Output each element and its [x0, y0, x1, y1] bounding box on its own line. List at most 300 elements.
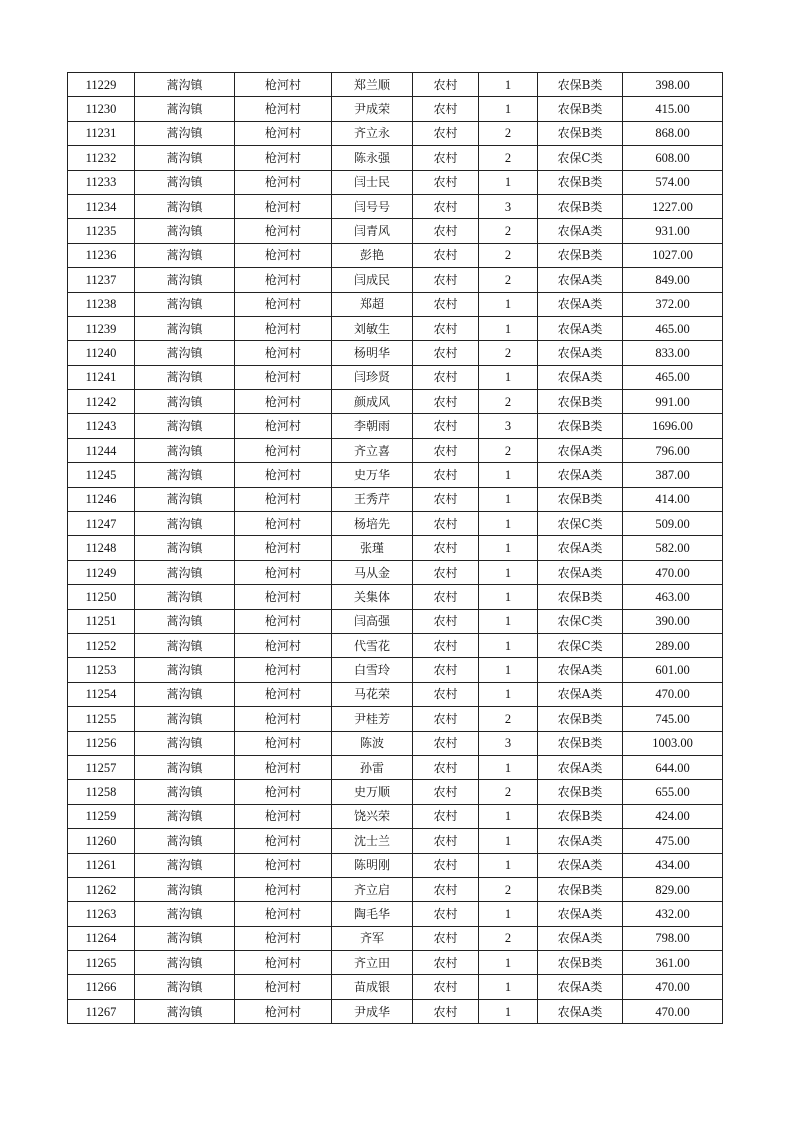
cell-insurance-category: 农保A类: [538, 316, 623, 340]
cell-amount: 465.00: [623, 365, 723, 389]
cell-village: 枪河村: [235, 121, 332, 145]
cell-row-number: 11248: [68, 536, 135, 560]
cell-insurance-category: 农保C类: [538, 633, 623, 657]
cell-area-type: 农村: [413, 390, 479, 414]
cell-town: 蒿沟镇: [135, 243, 235, 267]
cell-insurance-category: 农保A类: [538, 755, 623, 779]
cell-town: 蒿沟镇: [135, 268, 235, 292]
cell-name: 杨培先: [332, 512, 413, 536]
cell-amount: 434.00: [623, 853, 723, 877]
cell-row-number: 11230: [68, 97, 135, 121]
cell-row-number: 11263: [68, 902, 135, 926]
cell-insurance-category: 农保A类: [538, 658, 623, 682]
cell-area-type: 农村: [413, 341, 479, 365]
cell-household-size: 3: [479, 414, 538, 438]
table-row: [68, 316, 723, 340]
table-row: [68, 268, 723, 292]
cell-row-number: 11257: [68, 755, 135, 779]
table-row: [68, 292, 723, 316]
cell-name: 闫珍贤: [332, 365, 413, 389]
cell-amount: 931.00: [623, 219, 723, 243]
cell-household-size: 1: [479, 585, 538, 609]
cell-area-type: 农村: [413, 365, 479, 389]
cell-insurance-category: 农保A类: [538, 926, 623, 950]
cell-insurance-category: 农保B类: [538, 390, 623, 414]
cell-village: 枪河村: [235, 463, 332, 487]
table-row: [68, 609, 723, 633]
cell-area-type: 农村: [413, 804, 479, 828]
cell-insurance-category: 农保B类: [538, 487, 623, 511]
cell-town: 蒿沟镇: [135, 658, 235, 682]
cell-name: 张瑾: [332, 536, 413, 560]
cell-town: 蒿沟镇: [135, 609, 235, 633]
cell-row-number: 11260: [68, 829, 135, 853]
cell-household-size: 2: [479, 780, 538, 804]
cell-row-number: 11259: [68, 804, 135, 828]
cell-household-size: 2: [479, 341, 538, 365]
cell-name: 饶兴荣: [332, 804, 413, 828]
cell-town: 蒿沟镇: [135, 170, 235, 194]
cell-amount: 470.00: [623, 999, 723, 1023]
cell-name: 陈波: [332, 731, 413, 755]
cell-name: 孙雷: [332, 755, 413, 779]
cell-town: 蒿沟镇: [135, 780, 235, 804]
cell-town: 蒿沟镇: [135, 414, 235, 438]
cell-row-number: 11261: [68, 853, 135, 877]
cell-town: 蒿沟镇: [135, 512, 235, 536]
cell-name: 尹桂芳: [332, 707, 413, 731]
cell-row-number: 11238: [68, 292, 135, 316]
cell-amount: 601.00: [623, 658, 723, 682]
cell-household-size: 1: [479, 853, 538, 877]
cell-name: 郑超: [332, 292, 413, 316]
cell-area-type: 农村: [413, 121, 479, 145]
cell-village: 枪河村: [235, 414, 332, 438]
cell-area-type: 农村: [413, 877, 479, 901]
cell-amount: 424.00: [623, 804, 723, 828]
cell-village: 枪河村: [235, 585, 332, 609]
cell-row-number: 11242: [68, 390, 135, 414]
table-row: [68, 804, 723, 828]
cell-village: 枪河村: [235, 902, 332, 926]
cell-row-number: 11241: [68, 365, 135, 389]
cell-insurance-category: 农保B类: [538, 121, 623, 145]
cell-amount: 1027.00: [623, 243, 723, 267]
cell-village: 枪河村: [235, 170, 332, 194]
cell-household-size: 1: [479, 999, 538, 1023]
cell-household-size: 1: [479, 755, 538, 779]
cell-name: 陈永强: [332, 146, 413, 170]
cell-town: 蒿沟镇: [135, 341, 235, 365]
cell-amount: 465.00: [623, 316, 723, 340]
cell-name: 陶毛华: [332, 902, 413, 926]
cell-amount: 390.00: [623, 609, 723, 633]
cell-row-number: 11233: [68, 170, 135, 194]
cell-insurance-category: 农保A类: [538, 268, 623, 292]
cell-row-number: 11250: [68, 585, 135, 609]
cell-name: 代雪花: [332, 633, 413, 657]
cell-insurance-category: 农保B类: [538, 73, 623, 97]
cell-row-number: 11249: [68, 560, 135, 584]
cell-name: 陈明刚: [332, 853, 413, 877]
table-row: [68, 194, 723, 218]
cell-name: 齐立喜: [332, 438, 413, 462]
cell-town: 蒿沟镇: [135, 731, 235, 755]
cell-row-number: 11252: [68, 633, 135, 657]
cell-area-type: 农村: [413, 999, 479, 1023]
table-row: [68, 658, 723, 682]
cell-household-size: 1: [479, 829, 538, 853]
cell-amount: 432.00: [623, 902, 723, 926]
cell-name: 齐立田: [332, 951, 413, 975]
table-row: [68, 731, 723, 755]
cell-name: 颜成风: [332, 390, 413, 414]
cell-town: 蒿沟镇: [135, 853, 235, 877]
cell-village: 枪河村: [235, 487, 332, 511]
cell-insurance-category: 农保A类: [538, 902, 623, 926]
cell-household-size: 1: [479, 73, 538, 97]
cell-insurance-category: 农保B类: [538, 804, 623, 828]
cell-household-size: 1: [479, 609, 538, 633]
cell-area-type: 农村: [413, 219, 479, 243]
cell-village: 枪河村: [235, 390, 332, 414]
cell-household-size: 2: [479, 926, 538, 950]
cell-area-type: 农村: [413, 536, 479, 560]
cell-village: 枪河村: [235, 316, 332, 340]
cell-village: 枪河村: [235, 219, 332, 243]
cell-town: 蒿沟镇: [135, 487, 235, 511]
cell-insurance-category: 农保C类: [538, 609, 623, 633]
cell-village: 枪河村: [235, 877, 332, 901]
cell-household-size: 1: [479, 463, 538, 487]
cell-town: 蒿沟镇: [135, 365, 235, 389]
cell-row-number: 11232: [68, 146, 135, 170]
cell-area-type: 农村: [413, 658, 479, 682]
cell-name: 刘敏生: [332, 316, 413, 340]
cell-town: 蒿沟镇: [135, 121, 235, 145]
cell-household-size: 1: [479, 365, 538, 389]
cell-household-size: 3: [479, 731, 538, 755]
cell-insurance-category: 农保A类: [538, 219, 623, 243]
cell-row-number: 11256: [68, 731, 135, 755]
cell-amount: 574.00: [623, 170, 723, 194]
cell-village: 枪河村: [235, 755, 332, 779]
cell-household-size: 1: [479, 512, 538, 536]
cell-area-type: 农村: [413, 585, 479, 609]
cell-amount: 991.00: [623, 390, 723, 414]
cell-village: 枪河村: [235, 194, 332, 218]
table-row: [68, 585, 723, 609]
cell-amount: 372.00: [623, 292, 723, 316]
cell-row-number: 11267: [68, 999, 135, 1023]
cell-area-type: 农村: [413, 146, 479, 170]
cell-area-type: 农村: [413, 268, 479, 292]
cell-household-size: 2: [479, 707, 538, 731]
cell-town: 蒿沟镇: [135, 194, 235, 218]
cell-insurance-category: 农保A类: [538, 365, 623, 389]
cell-household-size: 1: [479, 804, 538, 828]
cell-household-size: 1: [479, 682, 538, 706]
cell-town: 蒿沟镇: [135, 585, 235, 609]
cell-insurance-category: 农保B类: [538, 877, 623, 901]
cell-name: 王秀芹: [332, 487, 413, 511]
cell-row-number: 11258: [68, 780, 135, 804]
table-row: [68, 755, 723, 779]
table-row: [68, 902, 723, 926]
cell-area-type: 农村: [413, 463, 479, 487]
table-row: [68, 121, 723, 145]
table-row: [68, 97, 723, 121]
cell-area-type: 农村: [413, 292, 479, 316]
table-row: [68, 365, 723, 389]
cell-village: 枪河村: [235, 292, 332, 316]
cell-row-number: 11254: [68, 682, 135, 706]
cell-row-number: 11244: [68, 438, 135, 462]
cell-town: 蒿沟镇: [135, 755, 235, 779]
table-row: [68, 975, 723, 999]
cell-insurance-category: 农保B类: [538, 585, 623, 609]
table-row: [68, 73, 723, 97]
cell-village: 枪河村: [235, 243, 332, 267]
table-row: [68, 146, 723, 170]
cell-household-size: 2: [479, 243, 538, 267]
cell-village: 枪河村: [235, 633, 332, 657]
cell-row-number: 11237: [68, 268, 135, 292]
cell-amount: 849.00: [623, 268, 723, 292]
cell-household-size: 1: [479, 975, 538, 999]
cell-village: 枪河村: [235, 438, 332, 462]
cell-village: 枪河村: [235, 97, 332, 121]
cell-row-number: 11247: [68, 512, 135, 536]
cell-amount: 745.00: [623, 707, 723, 731]
cell-amount: 414.00: [623, 487, 723, 511]
cell-row-number: 11265: [68, 951, 135, 975]
cell-name: 尹成荣: [332, 97, 413, 121]
cell-name: 闫高强: [332, 609, 413, 633]
cell-amount: 655.00: [623, 780, 723, 804]
table-row: [68, 390, 723, 414]
cell-town: 蒿沟镇: [135, 829, 235, 853]
cell-row-number: 11243: [68, 414, 135, 438]
cell-area-type: 农村: [413, 853, 479, 877]
cell-row-number: 11229: [68, 73, 135, 97]
cell-town: 蒿沟镇: [135, 73, 235, 97]
cell-area-type: 农村: [413, 194, 479, 218]
cell-row-number: 11239: [68, 316, 135, 340]
cell-town: 蒿沟镇: [135, 999, 235, 1023]
cell-household-size: 2: [479, 121, 538, 145]
cell-amount: 289.00: [623, 633, 723, 657]
table-row: [68, 341, 723, 365]
cell-amount: 361.00: [623, 951, 723, 975]
cell-household-size: 1: [479, 487, 538, 511]
cell-household-size: 3: [479, 194, 538, 218]
cell-area-type: 农村: [413, 926, 479, 950]
table-row: [68, 438, 723, 462]
table-row: [68, 999, 723, 1023]
cell-area-type: 农村: [413, 609, 479, 633]
cell-town: 蒿沟镇: [135, 438, 235, 462]
table-row: [68, 512, 723, 536]
cell-town: 蒿沟镇: [135, 219, 235, 243]
cell-amount: 833.00: [623, 341, 723, 365]
cell-village: 枪河村: [235, 536, 332, 560]
cell-insurance-category: 农保A类: [538, 536, 623, 560]
cell-household-size: 2: [479, 146, 538, 170]
cell-amount: 1227.00: [623, 194, 723, 218]
cell-name: 齐立永: [332, 121, 413, 145]
cell-area-type: 农村: [413, 438, 479, 462]
table-row: [68, 829, 723, 853]
table-row: [68, 560, 723, 584]
cell-village: 枪河村: [235, 951, 332, 975]
cell-name: 苗成银: [332, 975, 413, 999]
cell-household-size: 1: [479, 633, 538, 657]
cell-row-number: 11262: [68, 877, 135, 901]
cell-village: 枪河村: [235, 682, 332, 706]
table-row: [68, 926, 723, 950]
cell-insurance-category: 农保C类: [538, 146, 623, 170]
cell-amount: 644.00: [623, 755, 723, 779]
table-row: [68, 780, 723, 804]
cell-row-number: 11245: [68, 463, 135, 487]
cell-name: 尹成华: [332, 999, 413, 1023]
cell-area-type: 农村: [413, 731, 479, 755]
cell-row-number: 11231: [68, 121, 135, 145]
table-row: [68, 487, 723, 511]
cell-village: 枪河村: [235, 365, 332, 389]
cell-name: 史万顺: [332, 780, 413, 804]
cell-insurance-category: 农保A类: [538, 682, 623, 706]
cell-household-size: 1: [479, 170, 538, 194]
cell-amount: 796.00: [623, 438, 723, 462]
table-row: [68, 853, 723, 877]
cell-amount: 470.00: [623, 560, 723, 584]
cell-village: 枪河村: [235, 341, 332, 365]
cell-town: 蒿沟镇: [135, 536, 235, 560]
cell-row-number: 11240: [68, 341, 135, 365]
cell-area-type: 农村: [413, 829, 479, 853]
cell-area-type: 农村: [413, 682, 479, 706]
cell-name: 马花荣: [332, 682, 413, 706]
cell-area-type: 农村: [413, 73, 479, 97]
table-body: [68, 73, 723, 1024]
cell-town: 蒿沟镇: [135, 877, 235, 901]
cell-town: 蒿沟镇: [135, 804, 235, 828]
cell-insurance-category: 农保A类: [538, 438, 623, 462]
cell-town: 蒿沟镇: [135, 463, 235, 487]
cell-insurance-category: 农保A类: [538, 341, 623, 365]
cell-town: 蒿沟镇: [135, 682, 235, 706]
cell-village: 枪河村: [235, 707, 332, 731]
cell-town: 蒿沟镇: [135, 951, 235, 975]
cell-household-size: 1: [479, 902, 538, 926]
cell-row-number: 11236: [68, 243, 135, 267]
cell-amount: 463.00: [623, 585, 723, 609]
table-row: [68, 536, 723, 560]
cell-name: 闫士民: [332, 170, 413, 194]
cell-household-size: 2: [479, 268, 538, 292]
cell-amount: 475.00: [623, 829, 723, 853]
cell-insurance-category: 农保A类: [538, 829, 623, 853]
cell-household-size: 1: [479, 316, 538, 340]
table-row: [68, 951, 723, 975]
cell-name: 李朝雨: [332, 414, 413, 438]
cell-amount: 868.00: [623, 121, 723, 145]
cell-insurance-category: 农保B类: [538, 780, 623, 804]
cell-town: 蒿沟镇: [135, 97, 235, 121]
cell-household-size: 1: [479, 536, 538, 560]
cell-area-type: 农村: [413, 512, 479, 536]
cell-name: 杨明华: [332, 341, 413, 365]
cell-area-type: 农村: [413, 633, 479, 657]
cell-name: 彭艳: [332, 243, 413, 267]
cell-area-type: 农村: [413, 243, 479, 267]
cell-town: 蒿沟镇: [135, 316, 235, 340]
cell-insurance-category: 农保B类: [538, 170, 623, 194]
cell-name: 闫青风: [332, 219, 413, 243]
cell-amount: 582.00: [623, 536, 723, 560]
cell-area-type: 农村: [413, 755, 479, 779]
cell-area-type: 农村: [413, 487, 479, 511]
cell-insurance-category: 农保A类: [538, 853, 623, 877]
cell-household-size: 1: [479, 97, 538, 121]
cell-insurance-category: 农保A类: [538, 292, 623, 316]
cell-household-size: 2: [479, 438, 538, 462]
cell-name: 沈士兰: [332, 829, 413, 853]
table-row: [68, 633, 723, 657]
cell-village: 枪河村: [235, 780, 332, 804]
cell-insurance-category: 农保B类: [538, 194, 623, 218]
cell-name: 齐立启: [332, 877, 413, 901]
cell-insurance-category: 农保A类: [538, 463, 623, 487]
table-row: [68, 877, 723, 901]
cell-village: 枪河村: [235, 999, 332, 1023]
cell-household-size: 1: [479, 658, 538, 682]
cell-area-type: 农村: [413, 780, 479, 804]
cell-town: 蒿沟镇: [135, 292, 235, 316]
table-row: [68, 243, 723, 267]
cell-area-type: 农村: [413, 316, 479, 340]
table-row: [68, 707, 723, 731]
cell-village: 枪河村: [235, 804, 332, 828]
cell-village: 枪河村: [235, 73, 332, 97]
cell-household-size: 2: [479, 219, 538, 243]
cell-village: 枪河村: [235, 609, 332, 633]
cell-area-type: 农村: [413, 414, 479, 438]
cell-village: 枪河村: [235, 560, 332, 584]
cell-insurance-category: 农保B类: [538, 97, 623, 121]
cell-row-number: 11246: [68, 487, 135, 511]
cell-insurance-category: 农保B类: [538, 731, 623, 755]
cell-amount: 470.00: [623, 975, 723, 999]
cell-area-type: 农村: [413, 707, 479, 731]
cell-row-number: 11253: [68, 658, 135, 682]
cell-name: 史万华: [332, 463, 413, 487]
cell-insurance-category: 农保B类: [538, 243, 623, 267]
cell-town: 蒿沟镇: [135, 902, 235, 926]
cell-amount: 398.00: [623, 73, 723, 97]
cell-town: 蒿沟镇: [135, 633, 235, 657]
cell-insurance-category: 农保A类: [538, 999, 623, 1023]
cell-area-type: 农村: [413, 560, 479, 584]
table-row: [68, 414, 723, 438]
cell-area-type: 农村: [413, 97, 479, 121]
cell-name: 齐军: [332, 926, 413, 950]
cell-town: 蒿沟镇: [135, 707, 235, 731]
cell-amount: 470.00: [623, 682, 723, 706]
cell-household-size: 2: [479, 877, 538, 901]
